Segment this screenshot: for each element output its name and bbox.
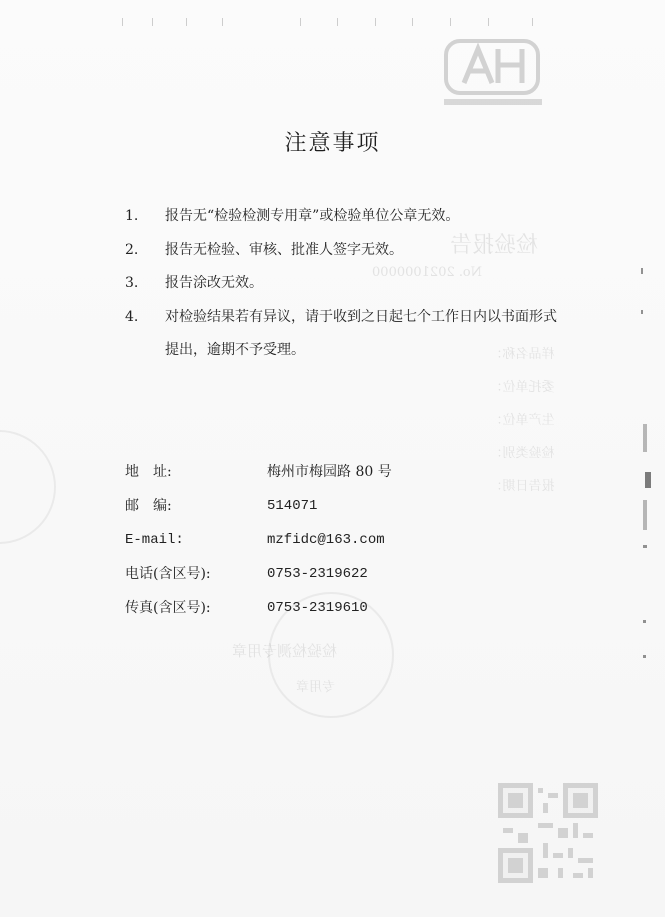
ghost-text: 生产单位： bbox=[418, 413, 555, 428]
cma-logo-icon bbox=[438, 35, 548, 115]
contact-row-phone bbox=[125, 557, 392, 591]
address-label: 地 址: bbox=[125, 464, 172, 480]
ghost-text: 检验类别： bbox=[418, 446, 555, 461]
note-text: 报告无“检验检测专用章”或检验单位公章无效。 bbox=[165, 208, 460, 224]
ghost-text: 检验检测专用章 bbox=[232, 642, 338, 660]
edge-dash bbox=[186, 18, 187, 26]
edge-dash bbox=[488, 18, 489, 26]
edge-mark bbox=[643, 655, 646, 658]
note-number: 1. bbox=[125, 208, 139, 224]
phone-value: 0753-2319622 bbox=[267, 566, 368, 582]
ghost-text: 检验报告 bbox=[450, 233, 539, 258]
list-item bbox=[125, 200, 565, 234]
phone-label: 电话(含区号): bbox=[125, 566, 211, 582]
ghost-seal bbox=[0, 430, 56, 544]
edge-dash bbox=[152, 18, 153, 26]
list-item bbox=[125, 267, 565, 301]
edge-dash bbox=[300, 18, 301, 26]
note-number: 4. bbox=[125, 308, 139, 325]
edge-mark bbox=[641, 310, 643, 314]
fax-value: 0753-2319610 bbox=[267, 600, 368, 616]
postcode-label: 邮 编: bbox=[125, 498, 172, 514]
ghost-text: No. 2021000000 bbox=[372, 265, 482, 280]
contact-row-postcode bbox=[125, 489, 392, 523]
note-text: 报告涂改无效。 bbox=[165, 275, 263, 291]
email-label: E-mail: bbox=[125, 532, 184, 548]
edge-dash bbox=[122, 18, 123, 26]
edge-mark bbox=[641, 268, 643, 274]
qr-code-icon bbox=[498, 782, 598, 884]
edge-dash bbox=[222, 18, 223, 26]
notes-list bbox=[125, 200, 565, 368]
note-number: 2. bbox=[125, 241, 139, 258]
ghost-text: 报告日期： bbox=[418, 479, 555, 494]
note-number: 3. bbox=[125, 275, 139, 291]
page-title: 注意事项 bbox=[284, 131, 381, 156]
edge-mark bbox=[645, 472, 651, 488]
contact-row-address bbox=[125, 455, 392, 489]
list-item bbox=[125, 234, 565, 268]
address-value: 梅州市梅园路 80 号 bbox=[267, 464, 392, 480]
edge-mark bbox=[643, 424, 647, 452]
ghost-text: 委托单位： bbox=[418, 380, 555, 395]
edge-dash bbox=[532, 18, 533, 26]
edge-mark bbox=[643, 545, 647, 548]
ghost-text: 样品名称： bbox=[418, 347, 555, 362]
ghost-text: 专用章 bbox=[296, 680, 336, 695]
postcode-value: 514071 bbox=[267, 498, 318, 514]
edge-dash bbox=[412, 18, 413, 26]
contact-info bbox=[125, 455, 392, 625]
edge-dash bbox=[337, 18, 338, 26]
fax-label: 传真(含区号): bbox=[125, 600, 211, 616]
note-text: 对检验结果若有异议，请于收到之日起七个工作日内以书面形式提出，逾期不予受理。 bbox=[165, 308, 557, 358]
note-text: 报告无检验、审核、批准人签字无效。 bbox=[165, 241, 403, 258]
email-value[interactable]: mzfidc@163.com bbox=[267, 532, 385, 548]
edge-dash bbox=[375, 18, 376, 26]
contact-row-email bbox=[125, 523, 392, 557]
list-item bbox=[125, 301, 565, 368]
contact-row-fax bbox=[125, 591, 392, 625]
edge-mark bbox=[643, 500, 647, 530]
edge-mark bbox=[643, 620, 646, 623]
edge-dash bbox=[450, 18, 451, 26]
